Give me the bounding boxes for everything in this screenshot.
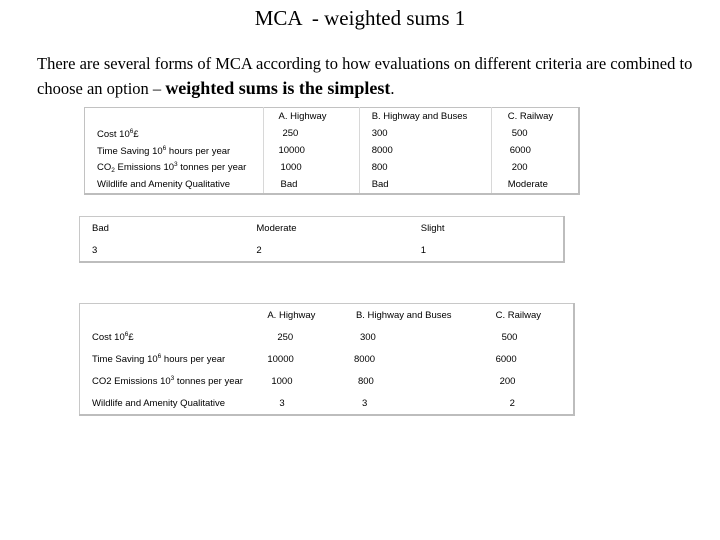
table-cell: 3 (361, 397, 368, 409)
row-label: Time Saving $10^6$ hours per year (92, 353, 226, 365)
table-cell: 8000 (359, 142, 491, 159)
intro-paragraph (37, 52, 697, 101)
table-row (80, 392, 575, 415)
table-cell: 800 (357, 375, 374, 387)
table-cell: 3 (279, 397, 285, 409)
page-title: MCA - weighted sums 1 (254, 6, 466, 30)
table-cell: 3 (92, 244, 98, 256)
table-cell: 10000 (264, 142, 359, 159)
row-label: Cost $10^6£$ (97, 127, 139, 140)
intro-text: There are several forms of MCA according to how evaluations on different criteria are combined to choose an option – (37, 54, 693, 98)
row-label: Wildlife and Amenity Qualitative (92, 397, 226, 409)
row-label: $CO_2$ Emissions $10^3$ tonnes per year (97, 161, 247, 174)
table-cell: 300 (359, 331, 376, 343)
table-cell: 10000 (267, 353, 294, 365)
column-header: C. Railway (495, 309, 541, 321)
table-cell: 6000 (491, 142, 579, 159)
table-cell: Bad (359, 176, 491, 194)
table-cell: 800 (359, 159, 491, 176)
table-cell: 200 (491, 159, 579, 176)
table-cell: 200 (499, 375, 516, 387)
table-row (85, 159, 580, 176)
table-cell: Slight (420, 222, 445, 234)
table-cell: Bad (92, 222, 109, 234)
table-cell: 500 (491, 125, 579, 142)
qualitative-score-table (79, 216, 565, 263)
table-cell: 2 (509, 397, 515, 409)
table-cell: Moderate (491, 176, 579, 194)
table-cell: 6000 (495, 353, 517, 365)
table-row (85, 125, 580, 142)
table-row (85, 142, 580, 159)
table-cell: 1 (420, 244, 427, 256)
intro-end: . (390, 79, 395, 98)
table-row (85, 176, 580, 194)
table-row (80, 217, 565, 240)
column-header: C. Railway (491, 108, 579, 126)
column-header: A. Highway (267, 309, 316, 321)
table-cell: 1000 (271, 375, 293, 387)
row-label: CO2 Emissions $10^3$ tonnes per year (92, 375, 243, 387)
row-label: Wildlife and Amenity Qualitative (97, 179, 231, 190)
intro-emphasis: weighted sums is the simplest (165, 78, 391, 98)
table-cell: 1000 (264, 159, 359, 176)
scored-evaluation-table (79, 303, 575, 416)
table-row (80, 326, 575, 348)
evaluation-table (84, 107, 580, 195)
table-cell: 8000 (353, 353, 376, 365)
table-row (80, 370, 575, 392)
table-cell: 250 (277, 331, 294, 343)
row-label: Cost $10^6£$ (92, 331, 134, 343)
table-header-row (80, 304, 575, 327)
table-cell: Bad (264, 176, 359, 194)
row-label: Time Saving $10^6$ hours per year (97, 144, 231, 157)
column-header: A. Highway (264, 108, 359, 126)
table-cell: 500 (501, 331, 518, 343)
column-header: B. Highway and Buses (359, 108, 491, 126)
table-row (80, 239, 565, 262)
table-cell: 250 (264, 125, 359, 142)
table-cell: Moderate (256, 222, 297, 234)
table-cell: 2 (256, 244, 262, 256)
table-cell: 300 (359, 125, 491, 142)
column-header: B. Highway and Buses (355, 309, 452, 321)
table-row (80, 348, 575, 370)
table-header-row (85, 108, 580, 126)
